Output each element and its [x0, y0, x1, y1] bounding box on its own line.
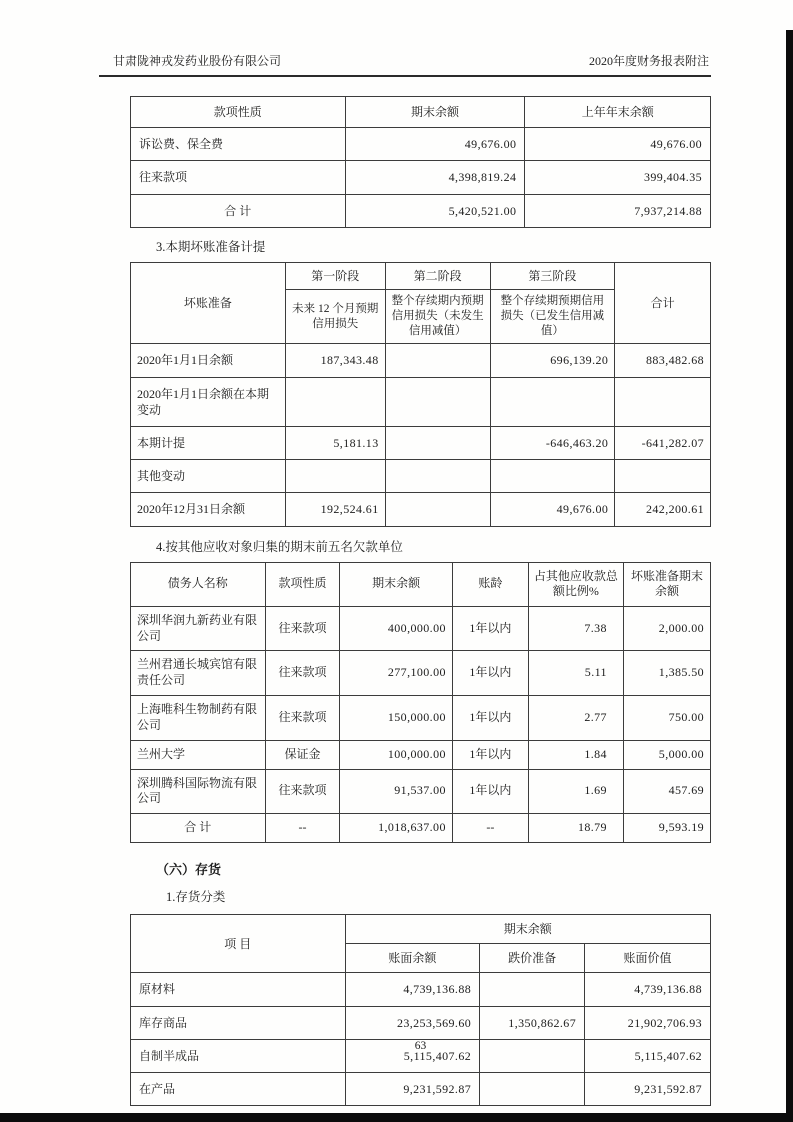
table-cell: 187,343.48 [285, 344, 385, 377]
table-header-row [131, 97, 711, 128]
table-total-row [131, 814, 711, 843]
table-cell [385, 377, 490, 426]
table-cell: 9,231,592.87 [345, 1072, 480, 1105]
table-cell: 9,231,592.87 [585, 1072, 711, 1105]
table-row [131, 740, 711, 769]
column-subheader: 账面价值 [585, 944, 711, 973]
table-row [131, 460, 711, 493]
table-cell: 883,482.68 [615, 344, 711, 377]
table-cell [490, 377, 615, 426]
other-payables-table [130, 96, 711, 228]
table-cell: 696,139.20 [490, 344, 615, 377]
table-cell: 往来款项 [265, 606, 340, 651]
table-cell: 750.00 [623, 696, 710, 741]
column-header: 占其他应收款总额比例% [528, 562, 623, 606]
table-cell: 自制半成品 [131, 1039, 346, 1072]
table-cell: 400,000.00 [340, 606, 453, 651]
column-header: 合计 [615, 262, 711, 344]
column-subheader: 整个存续期内预期信用损失（未发生信用减值） [385, 289, 490, 344]
table-cell: -641,282.07 [615, 427, 711, 460]
table-cell: 399,404.35 [525, 161, 711, 194]
page-header [99, 52, 711, 77]
table-total-row [131, 194, 711, 227]
page-footer [130, 1040, 711, 1052]
table-cell: 277,100.00 [340, 651, 453, 696]
section-heading-bad-debt: 3.本期坏账准备计提 [156, 239, 266, 254]
table-cell: 1,018,637.00 [340, 814, 453, 843]
column-header: 第三阶段 [490, 262, 615, 289]
table-cell: 兰州大学 [131, 740, 266, 769]
table-row [131, 493, 711, 526]
table-cell: 2020年12月31日余额 [131, 493, 286, 526]
table-cell: 4,739,136.88 [585, 973, 711, 1006]
table-cell: 往来款项 [265, 696, 340, 741]
table-cell: 5,181.13 [285, 427, 385, 460]
table-cell: 合 计 [131, 194, 346, 227]
corner-header: 项 目 [131, 915, 346, 973]
table-cell: 23,253,569.60 [345, 1006, 480, 1039]
table-row [131, 1006, 711, 1039]
table-cell: 往来款项 [131, 161, 346, 194]
section-heading-inventory: （六）存货 [156, 862, 222, 878]
table-cell: 1,385.50 [623, 651, 710, 696]
table-cell: 5,115,407.62 [345, 1039, 480, 1072]
table-cell: 深圳腾科国际物流有限公司 [131, 769, 266, 814]
table-cell: 深圳华润九新药业有限公司 [131, 606, 266, 651]
table-row [131, 651, 711, 696]
table-cell [385, 427, 490, 460]
company-name: 甘肃陇神戎发药业股份有限公司 [113, 54, 282, 68]
table-row [131, 1072, 711, 1105]
table-cell: 在产品 [131, 1072, 346, 1105]
table-cell: 49,676.00 [525, 128, 711, 161]
table-cell: 往来款项 [265, 651, 340, 696]
scan-edge-right [786, 30, 793, 1122]
table-cell: 1.84 [528, 740, 623, 769]
table-cell: 91,537.00 [340, 769, 453, 814]
table-cell [480, 1072, 585, 1105]
table-row [131, 344, 711, 377]
column-header: 账龄 [452, 562, 528, 606]
scan-edge-bottom [0, 1113, 793, 1122]
table-cell: -- [265, 814, 340, 843]
corner-header: 坏账准备 [131, 262, 286, 344]
table-cell: -- [452, 814, 528, 843]
table-row [131, 427, 711, 460]
table-cell: 4,739,136.88 [345, 973, 480, 1006]
table-cell: 100,000.00 [340, 740, 453, 769]
table-cell: 合 计 [131, 814, 266, 843]
table-row [131, 696, 711, 741]
table-cell: 1年以内 [452, 769, 528, 814]
table-cell: 21,902,706.93 [585, 1006, 711, 1039]
column-header: 期末余额 [345, 915, 710, 944]
page-body [130, 96, 711, 1106]
table-cell [615, 377, 711, 426]
table-cell: -646,463.20 [490, 427, 615, 460]
table-header-row [131, 262, 711, 289]
table-cell: 2020年1月1日余额 [131, 344, 286, 377]
table-cell: 7.38 [528, 606, 623, 651]
column-subheader: 整个存续期预期信用损失（已发生信用减值） [490, 289, 615, 344]
page-number: 63 [414, 1040, 427, 1052]
table-cell: 9,593.19 [623, 814, 710, 843]
table-cell: 1,350,862.67 [480, 1006, 585, 1039]
section-heading-top-debtors: 4.按其他应收对象归集的期末前五名欠款单位 [156, 539, 403, 554]
table-cell: 5,115,407.62 [585, 1039, 711, 1072]
table-cell: 1年以内 [452, 606, 528, 651]
column-header: 坏账准备期末余额 [623, 562, 710, 606]
table-cell [615, 460, 711, 493]
column-subheader: 未来 12 个月预期信用损失 [285, 289, 385, 344]
table-cell: 原材料 [131, 973, 346, 1006]
table-cell: 1年以内 [452, 651, 528, 696]
table-cell [285, 460, 385, 493]
table-header-row [131, 562, 711, 606]
table-cell: 2020年1月1日余额在本期变动 [131, 377, 286, 426]
table-cell: 1年以内 [452, 740, 528, 769]
table-cell: 1.69 [528, 769, 623, 814]
table-cell: 5,420,521.00 [345, 194, 525, 227]
table-cell: 242,200.61 [615, 493, 711, 526]
column-header: 期末余额 [345, 97, 525, 128]
column-header: 第一阶段 [285, 262, 385, 289]
table-cell: 5,000.00 [623, 740, 710, 769]
table-cell: 库存商品 [131, 1006, 346, 1039]
table-row [131, 128, 711, 161]
table-cell [385, 493, 490, 526]
column-header: 款项性质 [131, 97, 346, 128]
table-cell: 457.69 [623, 769, 710, 814]
column-subheader: 跌价准备 [480, 944, 585, 973]
table-cell: 兰州君通长城宾馆有限责任公司 [131, 651, 266, 696]
table-row [131, 161, 711, 194]
inventory-table [130, 914, 711, 1106]
table-cell: 5.11 [528, 651, 623, 696]
table-row [131, 973, 711, 1006]
table-cell: 18.79 [528, 814, 623, 843]
table-header-row [131, 915, 711, 944]
table-cell: 保证金 [265, 740, 340, 769]
column-subheader: 账面余额 [345, 944, 480, 973]
table-cell: 192,524.61 [285, 493, 385, 526]
section-heading-inventory-class: 1.存货分类 [166, 890, 226, 905]
column-header: 期末余额 [340, 562, 453, 606]
table-row [131, 606, 711, 651]
table-cell: 诉讼费、保全费 [131, 128, 346, 161]
table-cell: 7,937,214.88 [525, 194, 711, 227]
table-cell: 2,000.00 [623, 606, 710, 651]
top-debtors-table [130, 562, 711, 843]
table-row [131, 769, 711, 814]
table-cell [480, 973, 585, 1006]
table-cell: 1年以内 [452, 696, 528, 741]
table-cell: 上海唯科生物制药有限公司 [131, 696, 266, 741]
table-cell [385, 460, 490, 493]
table-cell: 4,398,819.24 [345, 161, 525, 194]
column-header: 第二阶段 [385, 262, 490, 289]
column-header: 款项性质 [265, 562, 340, 606]
table-cell: 往来款项 [265, 769, 340, 814]
report-title: 2020年度财务报表附注 [588, 54, 709, 68]
bad-debt-table [130, 262, 711, 527]
table-cell: 本期计提 [131, 427, 286, 460]
column-header: 债务人名称 [131, 562, 266, 606]
table-cell: 49,676.00 [490, 493, 615, 526]
table-cell: 150,000.00 [340, 696, 453, 741]
table-cell [385, 344, 490, 377]
table-cell [285, 377, 385, 426]
table-cell: 2.77 [528, 696, 623, 741]
column-header: 上年年末余额 [525, 97, 711, 128]
table-row [131, 377, 711, 426]
table-cell: 49,676.00 [345, 128, 525, 161]
table-cell [490, 460, 615, 493]
table-cell: 其他变动 [131, 460, 286, 493]
